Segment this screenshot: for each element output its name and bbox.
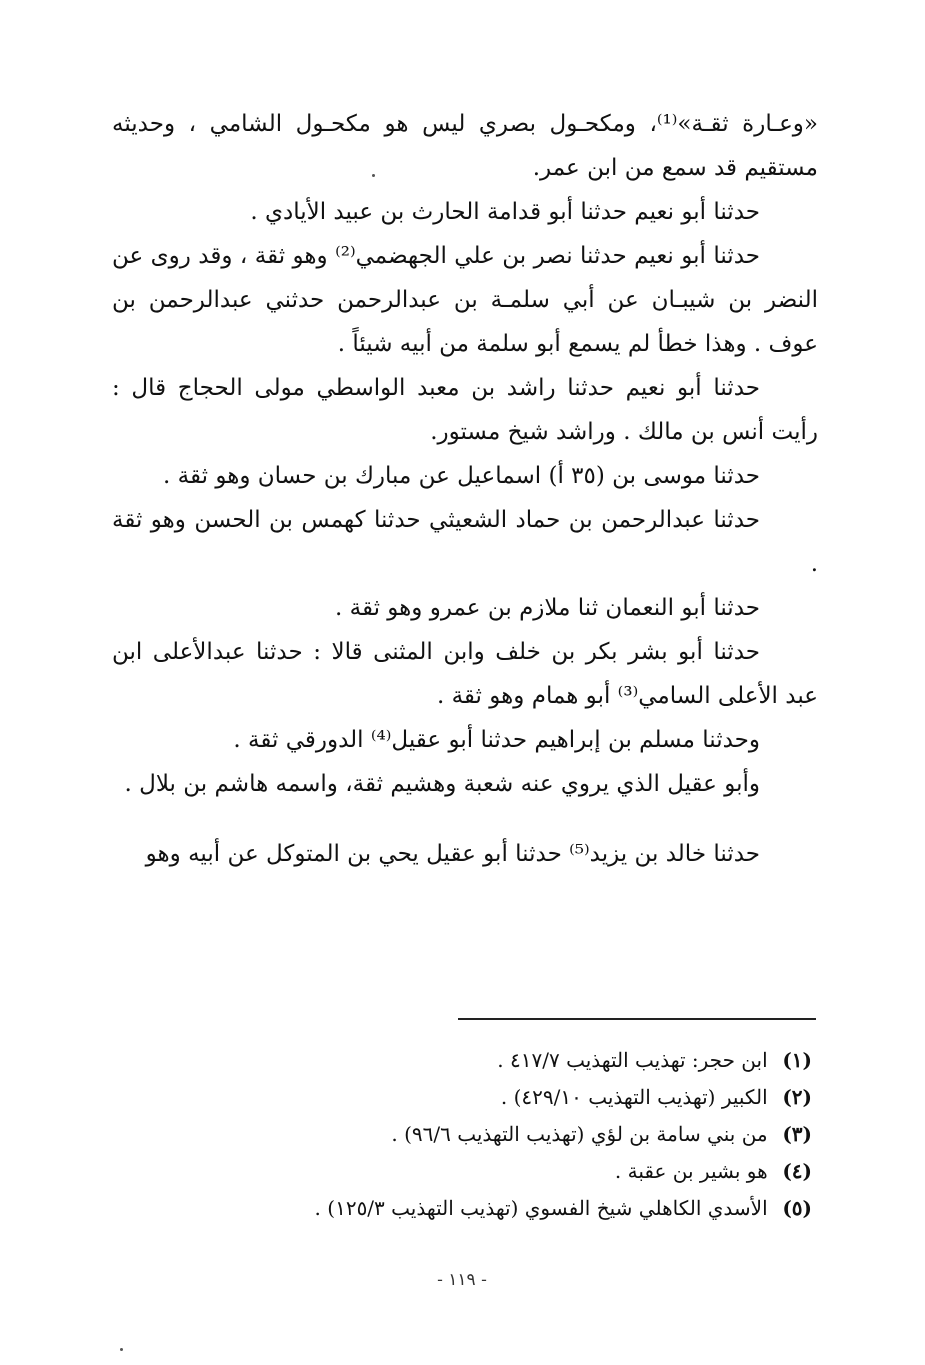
- paragraph: حدثنا أبو نعيم حدثنا نصر بن علي الجهضمي⁽²⁾ وهو ثقة ، وقد روى عن النضر بن شيبـان عن أبي سلمـة بن عبدالرحمن حدثني عبدالرحمن بن عوف . وهذا خطأ لم يسمع أبو سلمة من أبيه شيئاً .: [112, 243, 818, 357]
- paragraph: حدثنا عبدالرحمن بن حماد الشعيثي حدثنا كهمس بن الحسن وهو ثقة .: [112, 507, 818, 577]
- paragraph: وأبو عقيل الذي يروي عنه شعبة وهشيم ثقة، واسمه هاشم بن بلال .: [124, 771, 760, 797]
- scan-speck: [120, 1348, 123, 1351]
- paragraph: حدثنا خالد بن يزيد⁽⁵⁾ حدثنا أبو عقيل يحي بن المتوكل عن أبيه وهو: [145, 841, 760, 867]
- footnote-text: ابن حجر: تهذيب التهذيب ٤١٧/٧ .: [497, 1048, 768, 1072]
- paragraph: وحدثنا مسلم بن إبراهيم حدثنا أبو عقيل⁽⁴⁾ الدورقي ثقة .: [233, 727, 760, 753]
- footnote-text: الأسدي الكاهلي شيخ الفسوي (تهذيب التهذيب ١٢٥/٣) .: [314, 1196, 768, 1220]
- scan-speck: [372, 174, 375, 177]
- footnote-item: [112, 1153, 812, 1190]
- page-number: - ١١٩ -: [437, 1270, 487, 1290]
- footnote-number: (٣): [782, 1122, 812, 1146]
- footnote-text: من بني سامة بن لؤي (تهذيب التهذيب ٩٦/٦) .: [391, 1122, 768, 1146]
- paragraph: حدثنا موسى بن (٣٥ أ) اسماعيل عن مبارك بن حسان وهو ثقة .: [163, 463, 760, 489]
- main-text: [112, 102, 818, 876]
- paragraph: حدثنا أبو نعيم حدثنا راشد بن معبد الواسطي مولى الحجاج قال : رأيت أنس بن مالك . وراشد شيخ مستور.: [112, 375, 818, 445]
- footnote-text: الكبير (تهذيب التهذيب ٤٢٩/١٠) .: [500, 1085, 768, 1109]
- footnote-item: [112, 1042, 812, 1079]
- footnote-number: (٥): [782, 1196, 812, 1220]
- paragraph: حدثنا أبو نعيم حدثنا أبو قدامة الحارث بن عبيد الأيادي .: [250, 199, 760, 225]
- footnote-text: هو بشير بن عقبة .: [614, 1159, 768, 1183]
- paragraph: «وعـارة ثقـة»⁽¹⁾، ومكحـول بصري ليس هو مكحـول الشامي ، وحديثه مستقيم قد سمع من ابن عمر.: [112, 111, 818, 181]
- footnote-number: (٤): [782, 1159, 812, 1183]
- footnote-number: (٢): [782, 1085, 812, 1109]
- footnote-number: (١): [782, 1048, 812, 1072]
- footnote-separator: [458, 1018, 816, 1020]
- paragraph: حدثنا أبو بشر بكر بن خلف وابن المثنى قالا : حدثنا عبدالأعلى ابن عبد الأعلى السامي⁽³⁾ أبو همام وهو ثقة .: [112, 639, 818, 709]
- paragraph: حدثنا أبو النعمان ثنا ملازم بن عمرو وهو ثقة .: [334, 595, 760, 621]
- footnote-item: [112, 1190, 812, 1227]
- footnote-item: [112, 1116, 812, 1153]
- footnotes: [112, 1042, 812, 1227]
- footnote-item: [112, 1079, 812, 1116]
